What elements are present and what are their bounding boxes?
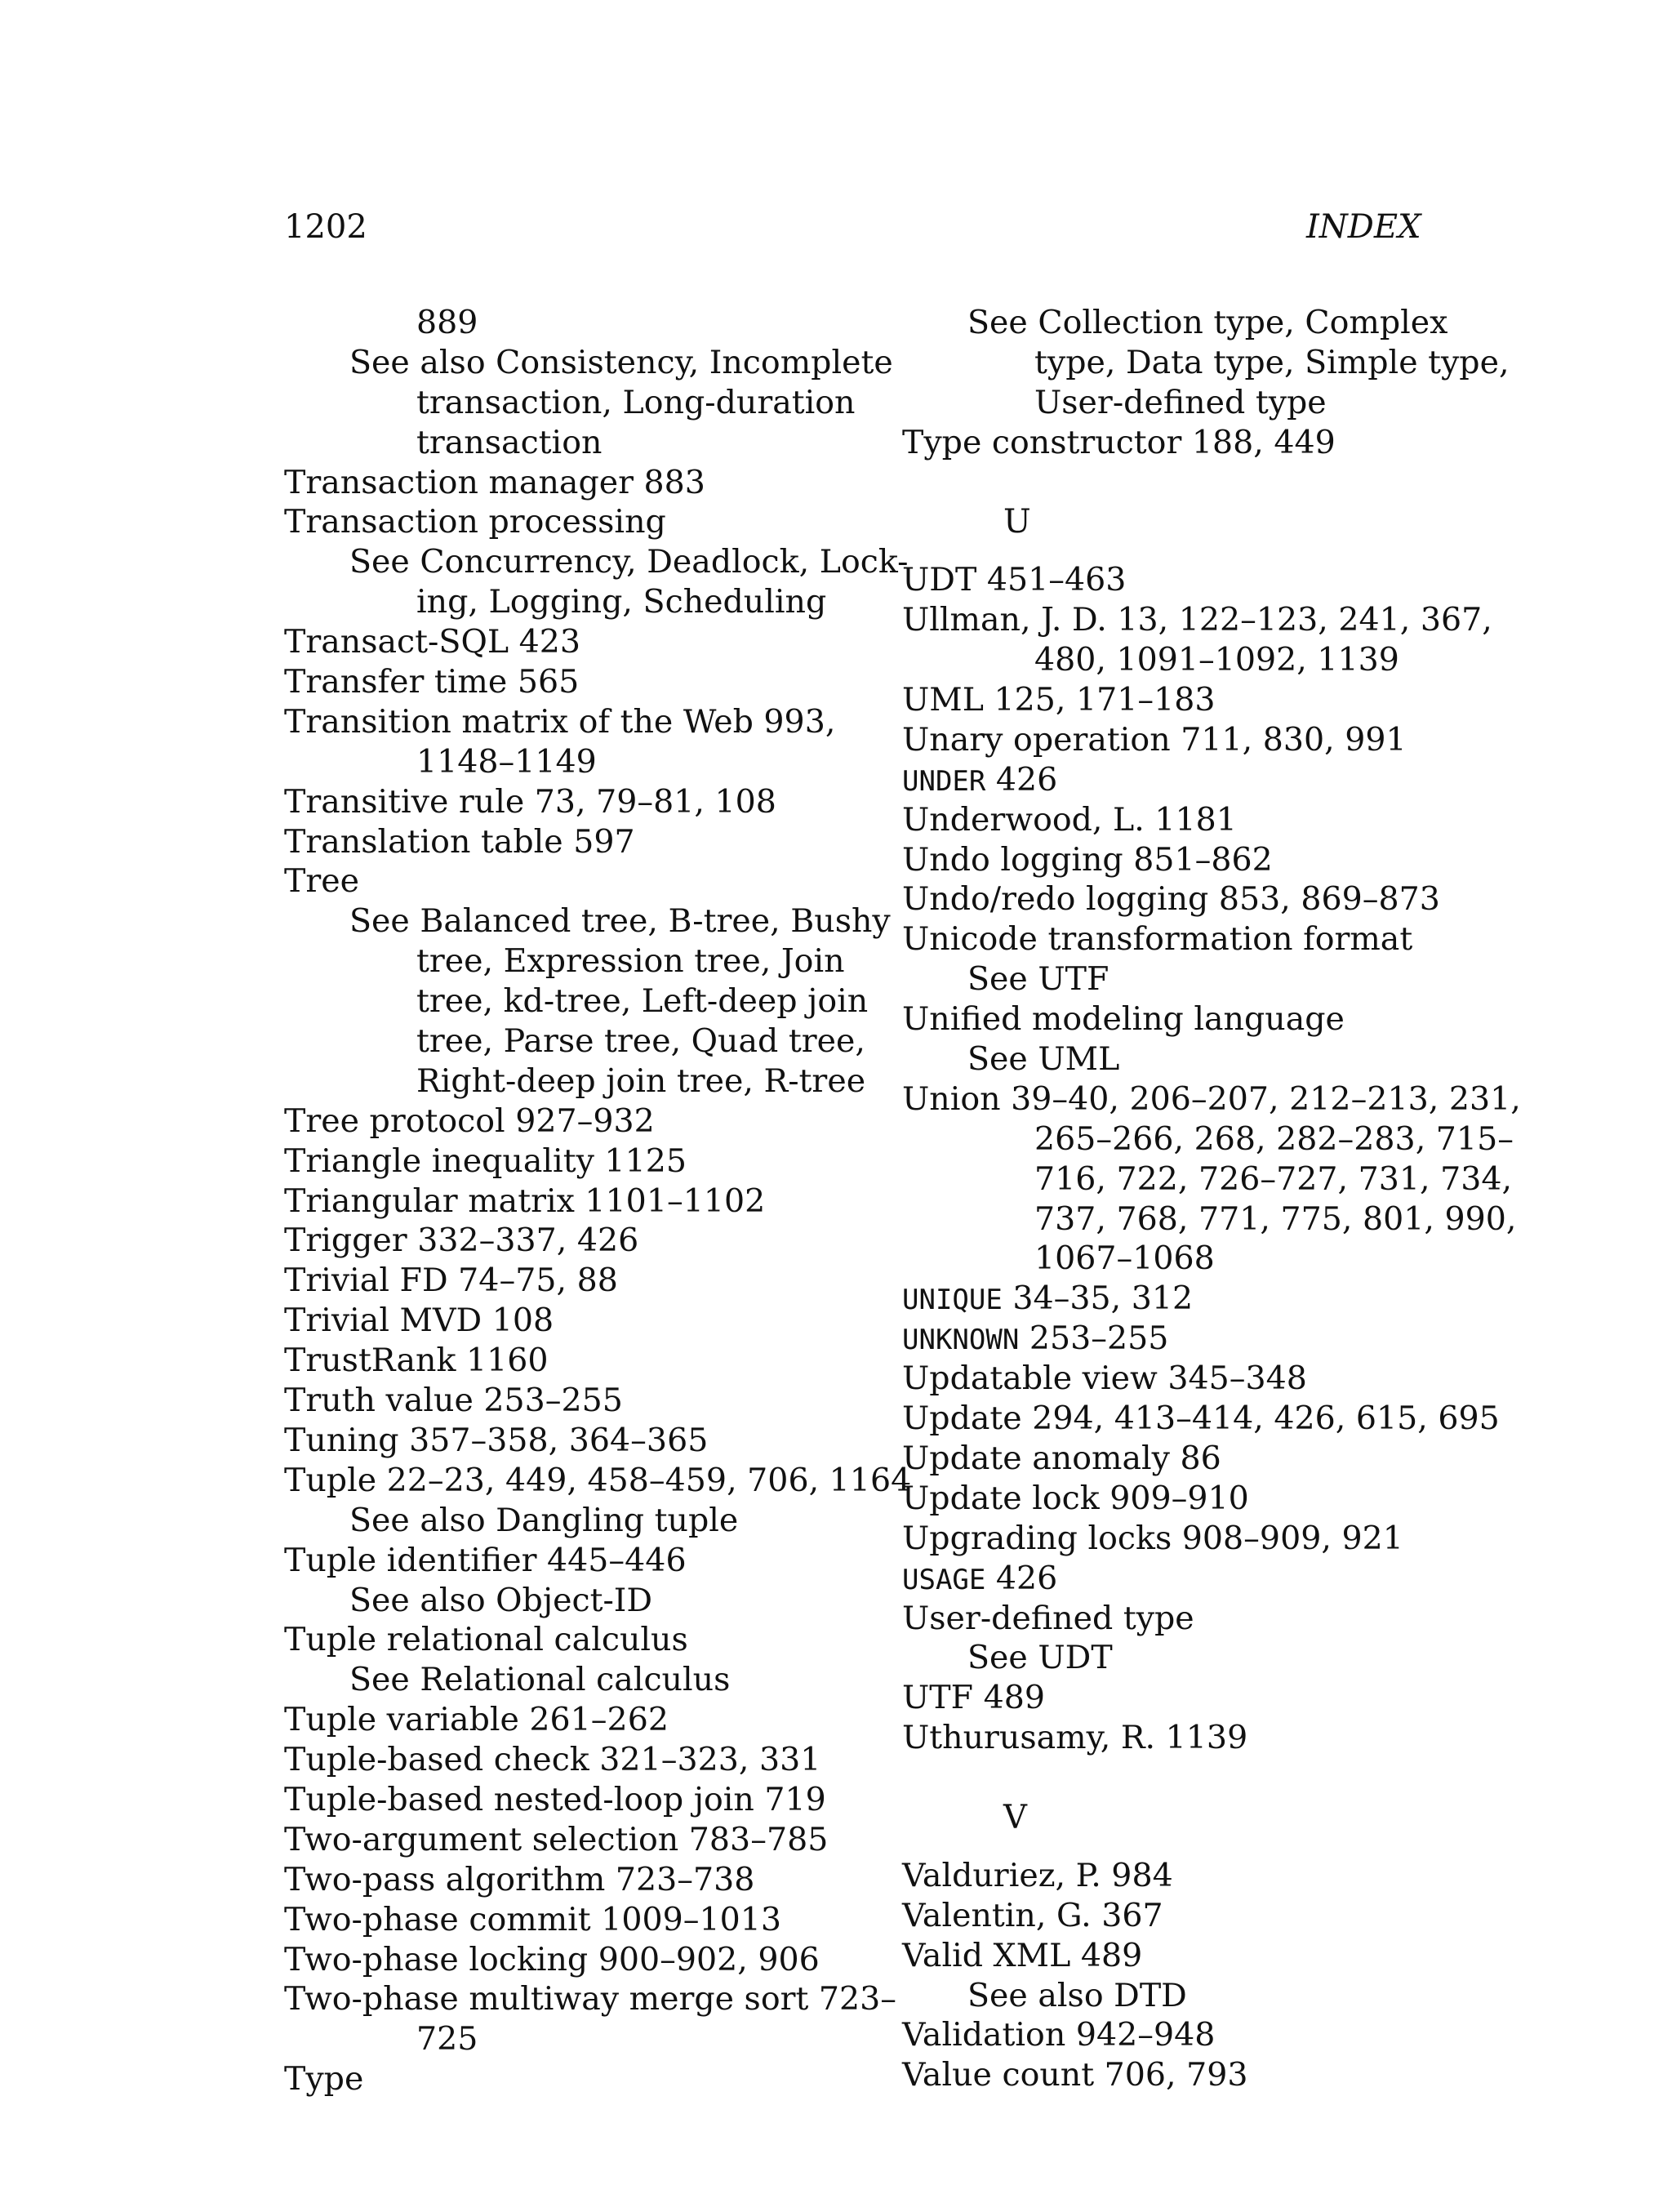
index-entry: Tree: [284, 862, 359, 901]
index-entry: Upgrading locks 908–909, 921: [902, 1519, 1403, 1557]
section-letter-heading: U: [1003, 503, 1031, 541]
index-entry: Update anomaly 86: [902, 1439, 1221, 1477]
index-entry: Transfer time 565: [284, 663, 580, 701]
index-entry: Transact-SQL 423: [284, 623, 581, 661]
index-continuation-line: 480, 1091–1092, 1139: [1034, 641, 1399, 679]
index-column-right: [902, 303, 1521, 2095]
index-entry: Tuple-based nested-loop join 719: [284, 1780, 826, 1818]
index-entry: Two-phase commit 1009–1013: [284, 1900, 782, 1938]
index-continuation-line: 725: [416, 2020, 478, 2058]
index-entry: Triangle inequality 1125: [284, 1142, 687, 1180]
index-entry: Tuple variable 261–262: [284, 1701, 669, 1739]
index-continuation-line: tree, kd-tree, Left-deep join: [416, 982, 869, 1021]
index-entry: Update lock 909–910: [902, 1479, 1249, 1517]
spacer: [902, 1758, 1474, 1798]
index-entry: Update 294, 413–414, 426, 615, 695: [902, 1400, 1500, 1438]
section-letter-heading: V: [1003, 1798, 1027, 1836]
index-entry: Transitive rule 73, 79–81, 108: [284, 782, 776, 821]
index-cross-reference: See Concurrency, Deadlock, Lock-: [349, 543, 909, 581]
index-cross-reference: See also Dangling tuple: [349, 1501, 739, 1539]
index-entry: [902, 760, 1474, 800]
sql-keyword: USAGE: [902, 1563, 986, 1596]
index-continuation-line: Right-deep join tree, R-tree: [416, 1061, 866, 1100]
index-continuation-line: type, Data type, Simple type,: [1034, 343, 1510, 381]
index-entry: [902, 1279, 1474, 1319]
sql-keyword: UNDER: [902, 764, 986, 798]
index-entry: Unary operation 711, 830, 991: [902, 720, 1407, 759]
index-entry: Truth value 253–255: [284, 1382, 623, 1420]
index-cross-reference: See Relational calculus: [349, 1661, 731, 1699]
index-entry: Type constructor 188, 449: [902, 423, 1336, 461]
index-cross-reference: See also DTD: [967, 1976, 1187, 2014]
index-column-left: [284, 303, 912, 2099]
index-entry: Transition matrix of the Web 993,: [284, 702, 836, 741]
index-continuation-line: 1067–1068: [1034, 1240, 1215, 1278]
index-entry: TrustRank 1160: [284, 1342, 549, 1380]
index-entry: Translation table 597: [284, 822, 635, 861]
page-references: 426: [985, 760, 1058, 799]
index-entry: Unicode transformation format: [902, 920, 1413, 959]
sql-keyword: UNIQUE: [902, 1284, 1003, 1317]
page-references: 253–255: [1019, 1320, 1169, 1358]
index-entry: Value count 706, 793: [902, 2056, 1248, 2094]
index-entry: Tuple identifier 445–446: [284, 1541, 687, 1579]
index-entry: Two-phase locking 900–902, 906: [284, 1940, 820, 1978]
running-title: INDEX: [1306, 208, 1421, 246]
index-entry: Tree protocol 927–932: [284, 1102, 655, 1140]
index-entry: Trivial MVD 108: [284, 1302, 554, 1340]
index-entry: UDT 451–463: [902, 561, 1127, 599]
spacer: [902, 1838, 1474, 1856]
index-continuation-line: tree, Parse tree, Quad tree,: [416, 1022, 865, 1061]
index-continuation-line: 737, 768, 771, 775, 801, 990,: [1034, 1199, 1517, 1238]
index-entry: Unified modeling language: [902, 1000, 1345, 1039]
index-cross-reference: See UTF: [967, 960, 1109, 999]
index-entry: Tuple-based check 321–323, 331: [284, 1741, 821, 1779]
index-entry: Two-phase multiway merge sort 723–: [284, 1980, 897, 2018]
index-entry: Valduriez, P. 984: [902, 1856, 1173, 1894]
index-entry: Valid XML 489: [902, 1936, 1143, 1974]
index-cross-reference: See Collection type, Complex: [967, 304, 1448, 341]
index-continuation-line: 889: [416, 304, 478, 341]
spacer: [902, 463, 1474, 503]
index-entry: Triangular matrix 1101–1102: [284, 1182, 766, 1220]
index-entry: Transaction manager 883: [284, 463, 705, 501]
index-continuation-line: User-defined type: [1034, 383, 1327, 421]
index-entry: Undo/redo logging 853, 869–873: [902, 880, 1440, 919]
index-continuation-line: 1148–1149: [416, 742, 597, 781]
index-entry: UML 125, 171–183: [902, 681, 1216, 719]
index-cross-reference: See also Consistency, Incomplete: [349, 343, 893, 381]
page-number: 1202: [284, 208, 367, 246]
index-entry: Undo logging 851–862: [902, 840, 1273, 879]
index-entry: Two-argument selection 783–785: [284, 1820, 829, 1858]
page-references: 34–35, 312: [1002, 1280, 1194, 1318]
index-continuation-line: 265–266, 268, 282–283, 715–: [1034, 1119, 1514, 1158]
index-cross-reference: See UML: [967, 1040, 1120, 1079]
index-entry: Tuning 357–358, 364–365: [284, 1421, 709, 1459]
page-header: [0, 203, 1672, 251]
index-entry: [902, 1319, 1474, 1359]
index-entry: Type: [284, 2060, 364, 2099]
index-cross-reference: See also Object-ID: [349, 1581, 653, 1619]
index-continuation-line: transaction: [416, 423, 603, 461]
index-entry: Two-pass algorithm 723–738: [284, 1860, 755, 1898]
index-entry: Tuple relational calculus: [284, 1621, 688, 1659]
index-entry: Valentin, G. 367: [902, 1896, 1163, 1934]
index-entry: User-defined type: [902, 1599, 1194, 1637]
index-cross-reference: See UDT: [967, 1639, 1113, 1677]
index-continuation-line: transaction, Long-duration: [416, 383, 856, 421]
index-entry: Tuple 22–23, 449, 458–459, 706, 1164: [284, 1461, 912, 1499]
index-continuation-line: ing, Logging, Scheduling: [416, 583, 827, 621]
page-references: 426: [985, 1559, 1058, 1597]
index-entry: UTF 489: [902, 1679, 1045, 1717]
index-entry: Trivial FD 74–75, 88: [284, 1262, 618, 1300]
spacer: [902, 542, 1474, 560]
index-continuation-line: tree, Expression tree, Join: [416, 942, 845, 981]
index-entry: Updatable view 345–348: [902, 1360, 1307, 1398]
index-entry: Transaction processing: [284, 503, 666, 541]
index-cross-reference: See Balanced tree, B-tree, Bushy: [349, 902, 891, 941]
index-entry: Uthurusamy, R. 1139: [902, 1719, 1248, 1757]
index-entry: Union 39–40, 206–207, 212–213, 231,: [902, 1079, 1521, 1118]
index-continuation-line: 716, 722, 726–727, 731, 734,: [1034, 1159, 1513, 1198]
index-entry: Trigger 332–337, 426: [284, 1222, 639, 1260]
index-entry: Validation 942–948: [902, 2016, 1216, 2054]
index-entry: [902, 1559, 1474, 1599]
sql-keyword: UNKNOWN: [902, 1324, 1020, 1357]
index-entry: Underwood, L. 1181: [902, 800, 1237, 839]
index-entry: Ullman, J. D. 13, 122–123, 241, 367,: [902, 601, 1492, 639]
